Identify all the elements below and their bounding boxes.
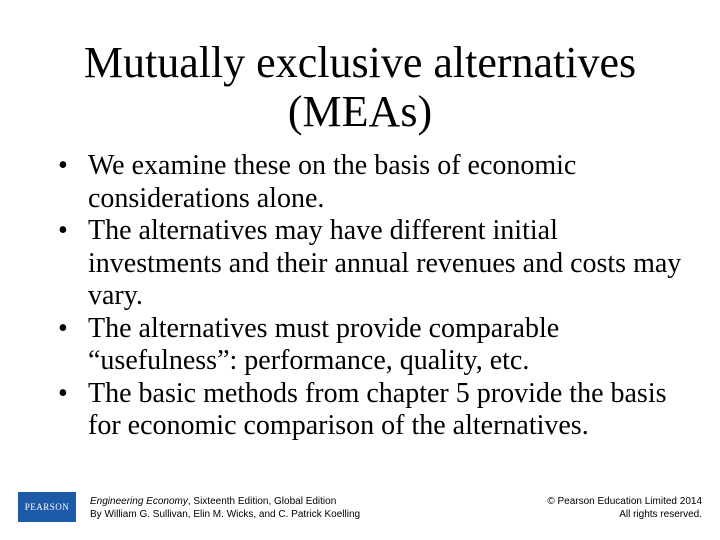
pearson-logo <box>18 492 76 522</box>
bullet-item <box>58 313 688 378</box>
bullet-item <box>58 150 688 215</box>
book-title: Engineering Economy <box>90 496 188 507</box>
bullet-text: The alternatives may have different initial investments and their annual revenues and costs may vary. <box>88 215 682 311</box>
bullet-text: The basic methods from chapter 5 provide the basis for economic comparison of the alternatives. <box>88 377 667 441</box>
bullet-item <box>58 378 688 443</box>
bullet-text: The alternatives must provide comparable “usefulness”: performance, quality, etc. <box>88 312 560 376</box>
bullet-icon: • <box>58 312 68 344</box>
copyright-line: © Pearson Education Limited 2014 <box>547 496 702 507</box>
pearson-logo-text: PEARSON <box>24 501 70 512</box>
footer <box>0 492 720 522</box>
book-edition: , Sixteenth Edition, Global Edition <box>187 496 337 507</box>
book-authors: By William G. Sullivan, Elin M. Wicks, and C. Patrick Koelling <box>90 509 361 520</box>
copyright-notice <box>547 495 702 521</box>
bullet-icon: • <box>58 215 68 246</box>
bullet-item <box>58 215 688 313</box>
slide-title <box>0 38 720 136</box>
rights-line: All rights reserved. <box>619 509 702 520</box>
book-title-line <box>90 495 360 508</box>
bullet-text: We examine these on the basis of economic considerations alone. <box>88 150 577 214</box>
bullet-icon: • <box>58 377 68 409</box>
bullet-icon: • <box>58 150 68 181</box>
slide-title-line-1: Mutually exclusive alternatives <box>83 38 637 87</box>
bullet-list <box>58 150 688 443</box>
book-citation <box>90 495 360 521</box>
slide-title-line-2: (MEAs) <box>287 87 433 136</box>
